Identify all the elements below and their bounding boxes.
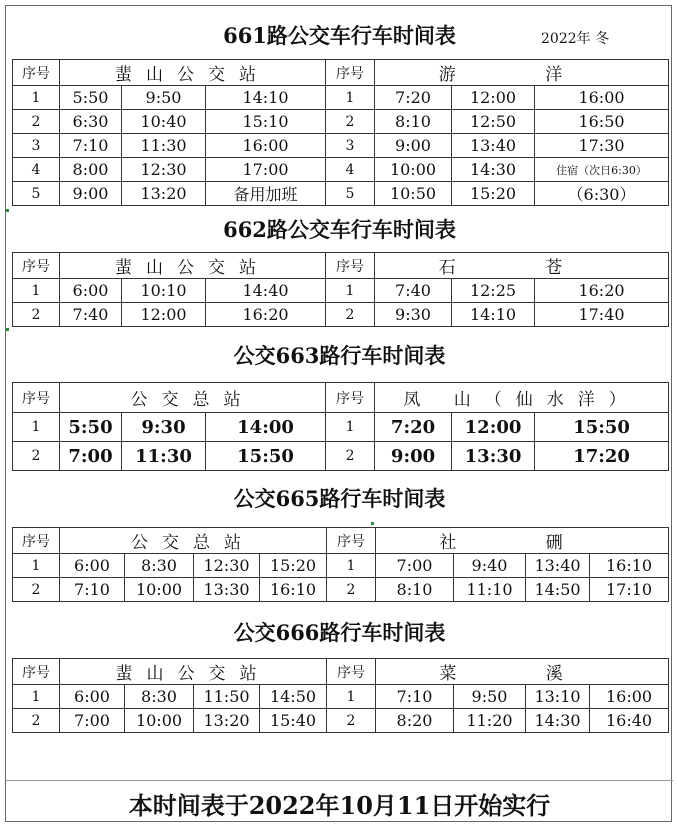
seq-header: 序号 xyxy=(13,253,60,279)
seq-cell: 4 xyxy=(326,158,375,182)
terminal-station-header: 凤 山（仙水洋） xyxy=(375,383,669,413)
terminal-station-header: 游 洋 xyxy=(375,60,669,86)
header-row xyxy=(13,60,669,86)
departure-time-cell: 8:30 xyxy=(125,685,194,709)
departure-time-cell: 16:00 xyxy=(535,86,669,110)
departure-time-cell: 16:10 xyxy=(590,554,669,578)
departure-time-cell: 16:10 xyxy=(260,578,327,602)
departure-time-cell: 13:40 xyxy=(526,554,590,578)
departure-time-cell: 11:10 xyxy=(454,578,526,602)
header-row xyxy=(13,659,669,685)
table-row xyxy=(13,685,669,709)
departure-time-cell: 16:20 xyxy=(535,279,669,303)
seq-header: 序号 xyxy=(13,528,60,554)
departure-time-cell: 15:50 xyxy=(206,442,326,471)
header-row xyxy=(13,383,669,413)
departure-time-cell: 11:30 xyxy=(122,442,206,471)
seq-header: 序号 xyxy=(326,253,375,279)
departure-time-cell: 12:00 xyxy=(122,303,206,327)
terminal-station-header: 石 苍 xyxy=(375,253,669,279)
departure-time-cell: 14:30 xyxy=(452,158,535,182)
departure-time-cell: 15:20 xyxy=(452,182,535,206)
seq-cell: 1 xyxy=(13,86,60,110)
departure-time-cell: 5:50 xyxy=(60,86,122,110)
route-665-title: 公交665路行车时间表 xyxy=(233,486,446,511)
terminal-station-header: 菜 溪 xyxy=(376,659,669,685)
terminal-station-header: 社 硎 xyxy=(376,528,669,554)
corner-mark xyxy=(371,522,374,525)
departure-time-cell: 11:30 xyxy=(122,134,206,158)
departure-time-cell: 12:00 xyxy=(452,86,535,110)
departure-time-cell: 11:20 xyxy=(454,709,526,733)
departure-time-cell: 7:10 xyxy=(60,578,125,602)
origin-station-header: 蜚山公交站 xyxy=(60,659,327,685)
departure-time-cell: 14:10 xyxy=(452,303,535,327)
seq-cell: 2 xyxy=(13,709,60,733)
origin-station-header: 蜚山公交站 xyxy=(60,60,326,86)
effective-date-notice: 本时间表于2022年10月11日开始实行 xyxy=(128,791,551,820)
departure-time-cell: 9:30 xyxy=(375,303,452,327)
departure-time-cell: 16:50 xyxy=(535,110,669,134)
departure-time-cell: 13:20 xyxy=(122,182,206,206)
departure-time-cell: 8:10 xyxy=(375,110,452,134)
departure-time-cell: 15:40 xyxy=(260,709,327,733)
table-row xyxy=(13,110,669,134)
table-row xyxy=(13,279,669,303)
seq-cell: 2 xyxy=(326,442,375,471)
departure-time-cell: 14:40 xyxy=(206,279,326,303)
origin-station-header: 公交总站 xyxy=(60,383,326,413)
departure-time-cell: 9:30 xyxy=(122,413,206,442)
departure-time-cell: 17:30 xyxy=(535,134,669,158)
seq-cell: 2 xyxy=(327,578,376,602)
departure-time-cell: 10:50 xyxy=(375,182,452,206)
departure-time-cell: 15:50 xyxy=(535,413,669,442)
seq-cell: 2 xyxy=(13,110,60,134)
departure-time-cell: 16:00 xyxy=(590,685,669,709)
departure-time-cell: 14:50 xyxy=(526,578,590,602)
departure-time-cell: 5:50 xyxy=(60,413,122,442)
departure-time-cell: 6:00 xyxy=(60,554,125,578)
timetable-sheet xyxy=(5,5,672,822)
departure-time-cell: 9:00 xyxy=(60,182,122,206)
departure-time-cell: 住宿（次日6:30） xyxy=(535,158,669,182)
departure-time-cell: 7:20 xyxy=(375,86,452,110)
departure-time-cell: 14:10 xyxy=(206,86,326,110)
departure-time-cell: 16:00 xyxy=(206,134,326,158)
departure-time-cell: 13:40 xyxy=(452,134,535,158)
departure-time-cell: 14:00 xyxy=(206,413,326,442)
departure-time-cell: （6:30） xyxy=(535,182,669,206)
departure-time-cell: 9:00 xyxy=(375,442,452,471)
footer-divider xyxy=(6,780,673,781)
departure-time-cell: 7:00 xyxy=(60,442,122,471)
seq-cell: 1 xyxy=(13,554,60,578)
table-row xyxy=(13,413,669,442)
seq-cell: 1 xyxy=(327,554,376,578)
departure-time-cell: 10:00 xyxy=(125,578,194,602)
seq-cell: 2 xyxy=(13,303,60,327)
seq-cell: 3 xyxy=(13,134,60,158)
table-row xyxy=(13,709,669,733)
seq-header: 序号 xyxy=(13,659,60,685)
header-row xyxy=(13,528,669,554)
seq-header: 序号 xyxy=(326,60,375,86)
route-661-title: 661路公交车行车时间表 xyxy=(223,23,456,48)
departure-time-cell: 12:30 xyxy=(194,554,260,578)
table-row xyxy=(13,442,669,471)
departure-time-cell: 备用加班 xyxy=(206,182,326,206)
route-662-title: 662路公交车行车时间表 xyxy=(223,217,456,242)
header-row xyxy=(13,253,669,279)
seq-cell: 1 xyxy=(13,685,60,709)
seq-cell: 2 xyxy=(327,709,376,733)
seq-cell: 3 xyxy=(326,134,375,158)
departure-time-cell: 6:00 xyxy=(60,685,125,709)
departure-time-cell: 7:00 xyxy=(60,709,125,733)
seq-cell: 1 xyxy=(13,413,60,442)
route-666-table xyxy=(12,658,669,733)
origin-station-header: 蜚山公交站 xyxy=(60,253,326,279)
departure-time-cell: 13:30 xyxy=(452,442,535,471)
seq-header: 序号 xyxy=(327,528,376,554)
departure-time-cell: 10:10 xyxy=(122,279,206,303)
departure-time-cell: 7:40 xyxy=(60,303,122,327)
table-row xyxy=(13,554,669,578)
table-row xyxy=(13,578,669,602)
route-666-title: 公交666路行车时间表 xyxy=(233,620,446,645)
departure-time-cell: 7:10 xyxy=(60,134,122,158)
seq-header: 序号 xyxy=(326,383,375,413)
table-row xyxy=(13,134,669,158)
route-663-title: 公交663路行车时间表 xyxy=(233,343,446,368)
seq-cell: 1 xyxy=(327,685,376,709)
departure-time-cell: 9:50 xyxy=(454,685,526,709)
seq-cell: 1 xyxy=(326,86,375,110)
departure-time-cell: 8:10 xyxy=(376,578,454,602)
seq-cell: 4 xyxy=(13,158,60,182)
departure-time-cell: 13:30 xyxy=(194,578,260,602)
route-661-table xyxy=(12,59,669,206)
route-662-table xyxy=(12,252,669,327)
departure-time-cell: 16:40 xyxy=(590,709,669,733)
departure-time-cell: 12:25 xyxy=(452,279,535,303)
departure-time-cell: 7:20 xyxy=(375,413,452,442)
departure-time-cell: 15:20 xyxy=(260,554,327,578)
departure-time-cell: 7:10 xyxy=(376,685,454,709)
departure-time-cell: 8:20 xyxy=(376,709,454,733)
table-row xyxy=(13,182,669,206)
departure-time-cell: 11:50 xyxy=(194,685,260,709)
table-row xyxy=(13,86,669,110)
seq-header: 序号 xyxy=(327,659,376,685)
departure-time-cell: 10:00 xyxy=(375,158,452,182)
departure-time-cell: 17:40 xyxy=(535,303,669,327)
departure-time-cell: 16:20 xyxy=(206,303,326,327)
seq-cell: 5 xyxy=(13,182,60,206)
seq-cell: 5 xyxy=(326,182,375,206)
departure-time-cell: 6:30 xyxy=(60,110,122,134)
departure-time-cell: 9:50 xyxy=(122,86,206,110)
seq-cell: 2 xyxy=(13,578,60,602)
departure-time-cell: 17:10 xyxy=(590,578,669,602)
seq-cell: 2 xyxy=(326,303,375,327)
departure-time-cell: 13:10 xyxy=(526,685,590,709)
departure-time-cell: 10:00 xyxy=(125,709,194,733)
corner-mark xyxy=(6,209,9,212)
seq-cell: 2 xyxy=(13,442,60,471)
departure-time-cell: 14:30 xyxy=(526,709,590,733)
seq-header: 序号 xyxy=(13,60,60,86)
seq-cell: 1 xyxy=(326,413,375,442)
departure-time-cell: 15:10 xyxy=(206,110,326,134)
departure-time-cell: 8:30 xyxy=(125,554,194,578)
seq-cell: 1 xyxy=(326,279,375,303)
corner-mark xyxy=(6,328,9,331)
departure-time-cell: 9:00 xyxy=(375,134,452,158)
table-row xyxy=(13,303,669,327)
departure-time-cell: 12:50 xyxy=(452,110,535,134)
departure-time-cell: 12:00 xyxy=(452,413,535,442)
departure-time-cell: 17:00 xyxy=(206,158,326,182)
origin-station-header: 公交总站 xyxy=(60,528,327,554)
departure-time-cell: 12:30 xyxy=(122,158,206,182)
table-row xyxy=(13,158,669,182)
departure-time-cell: 10:40 xyxy=(122,110,206,134)
seq-cell: 1 xyxy=(13,279,60,303)
seq-header: 序号 xyxy=(13,383,60,413)
departure-time-cell: 7:00 xyxy=(376,554,454,578)
season-label: 2022年 冬 xyxy=(541,31,610,47)
departure-time-cell: 13:20 xyxy=(194,709,260,733)
departure-time-cell: 8:00 xyxy=(60,158,122,182)
departure-time-cell: 9:40 xyxy=(454,554,526,578)
departure-time-cell: 6:00 xyxy=(60,279,122,303)
departure-time-cell: 7:40 xyxy=(375,279,452,303)
departure-time-cell: 14:50 xyxy=(260,685,327,709)
departure-time-cell: 17:20 xyxy=(535,442,669,471)
route-663-table xyxy=(12,382,669,471)
route-665-table xyxy=(12,527,669,602)
seq-cell: 2 xyxy=(326,110,375,134)
